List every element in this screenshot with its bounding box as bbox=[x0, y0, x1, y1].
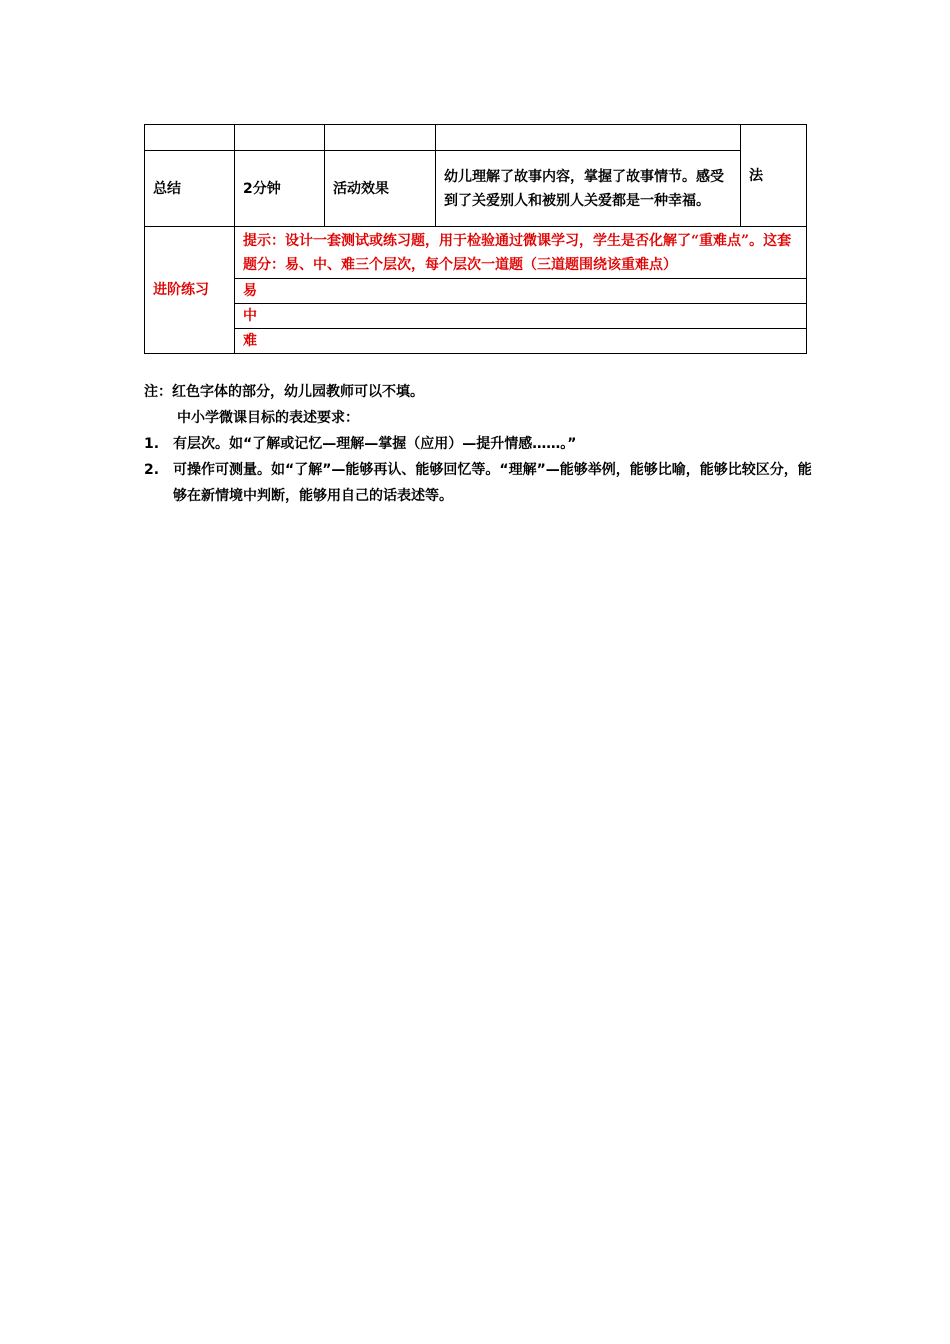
table-row bbox=[145, 304, 807, 329]
table-cell bbox=[145, 125, 235, 151]
list-item-number: 1. bbox=[144, 436, 160, 452]
activity-cell: 活动效果 bbox=[325, 151, 436, 227]
list-item bbox=[144, 457, 824, 509]
practice-hint-cell: 提示：设计一套测试或练习题，用于检验通过微课学习，学生是否化解了“重难点”。这套题分：易、中、难三个层次，每个层次一道题（三道题围绕该重难点） bbox=[235, 227, 807, 279]
practice-label-cell: 进阶练习 bbox=[145, 227, 235, 354]
table-cell bbox=[325, 125, 436, 151]
practice-hard-cell: 难 bbox=[235, 329, 807, 354]
table-row bbox=[145, 151, 807, 227]
method-cell-text: 法 bbox=[749, 167, 763, 184]
time-cell: 2分钟 bbox=[235, 151, 325, 227]
table-row bbox=[145, 125, 807, 151]
notes-section bbox=[144, 379, 824, 509]
table-row bbox=[145, 279, 807, 304]
list-item-text: 可操作可测量。如“了解”—能够再认、能够回忆等。“理解”—能够举例，能够比喻，能够比较区分，能够在新情境中判断，能够用自己的话表述等。 bbox=[173, 462, 812, 504]
table-row bbox=[145, 329, 807, 354]
lesson-plan-table bbox=[144, 124, 807, 354]
stage-cell: 总结 bbox=[145, 151, 235, 227]
note-line: 注：红色字体的部分，幼儿园教师可以不填。 bbox=[144, 384, 424, 400]
note-subtitle: 中小学微课目标的表述要求： bbox=[177, 410, 359, 426]
list-item-number: 2. bbox=[144, 462, 160, 478]
table-cell bbox=[436, 125, 741, 151]
table-row bbox=[145, 227, 807, 279]
practice-easy-cell: 易 bbox=[235, 279, 807, 304]
table-cell bbox=[235, 125, 325, 151]
practice-medium-cell: 中 bbox=[235, 304, 807, 329]
content-cell: 幼儿理解了故事内容，掌握了故事情节。感受到了关爱别人和被别人关爱都是一种幸福。 bbox=[436, 151, 741, 227]
list-item bbox=[144, 431, 824, 457]
list-item-text: 有层次。如“了解或记忆—理解—掌握（应用）—提升情感……。” bbox=[173, 436, 577, 452]
method-cell bbox=[741, 125, 807, 227]
